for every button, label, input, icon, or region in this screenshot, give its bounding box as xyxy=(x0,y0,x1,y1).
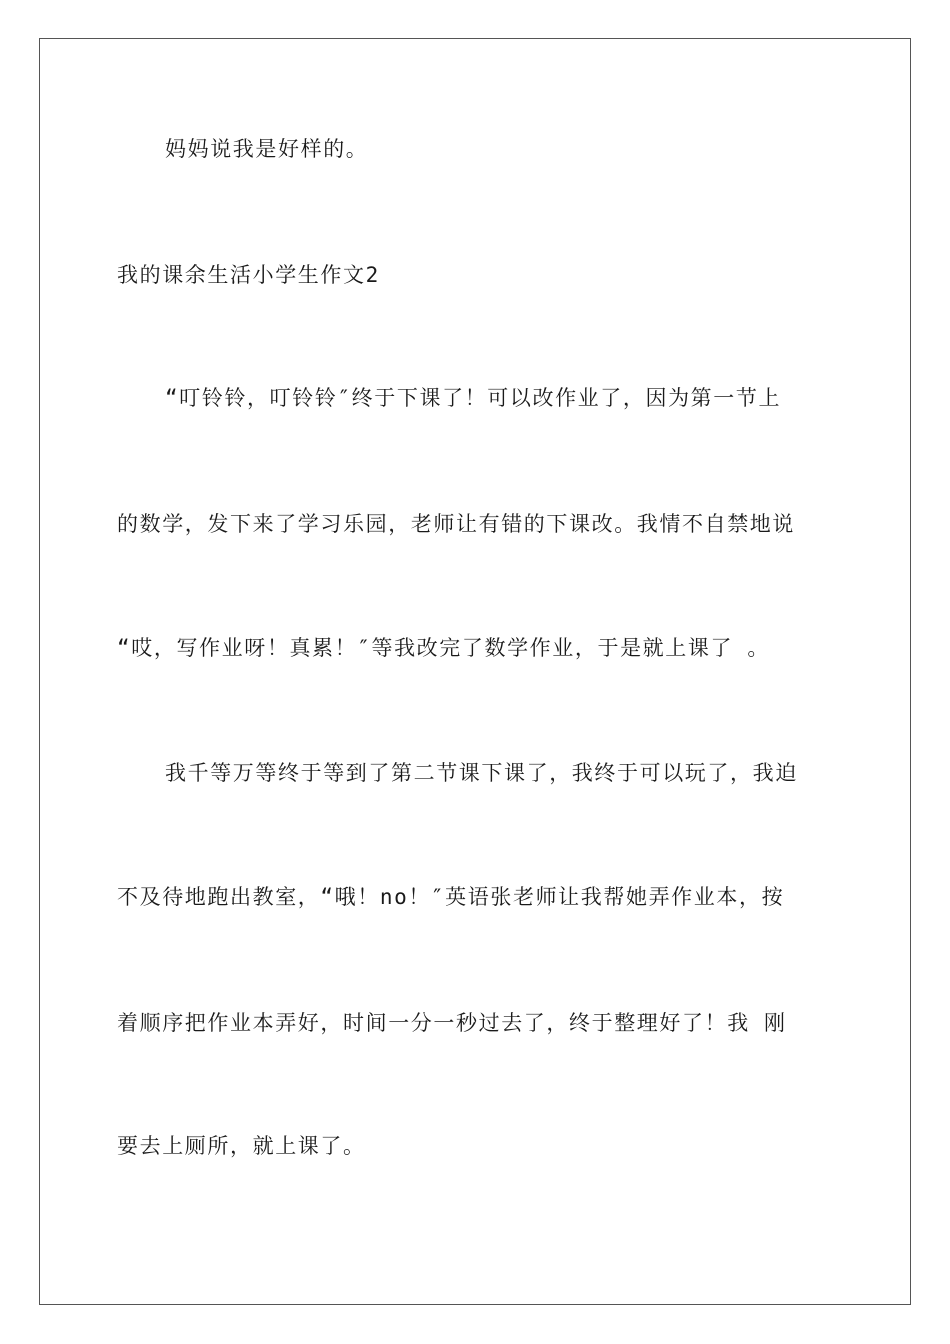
paragraph-line: 我千等万等终于等到了第二节课下课了，我终于可以玩了，我迫 xyxy=(165,761,798,785)
paragraph-line: 要去上厕所，就上课了。 xyxy=(117,1134,366,1158)
page-border xyxy=(39,38,911,1305)
paragraph-line: 的数学，发下来了学习乐园，老师让有错的下课改。我情不自禁地说 xyxy=(117,512,795,536)
paragraph-line: 不及待地跑出教室，“哦！no！″英语张老师让我帮她弄作业本，按 xyxy=(117,885,785,909)
paragraph-line: 着顺序把作业本弄好，时间一分一秒过去了，终于整理好了！我 刚 xyxy=(117,1011,787,1035)
paragraph-line: “哎，写作业呀！真累！″等我改完了数学作业，于是就上课了 。 xyxy=(117,636,770,660)
essay-title: 我的课余生活小学生作文2 xyxy=(117,263,380,287)
paragraph-line: “叮铃铃，叮铃铃″终于下课了！可以改作业了，因为第一节上 xyxy=(165,386,782,410)
paragraph-line: 妈妈说我是好样的。 xyxy=(165,137,369,161)
